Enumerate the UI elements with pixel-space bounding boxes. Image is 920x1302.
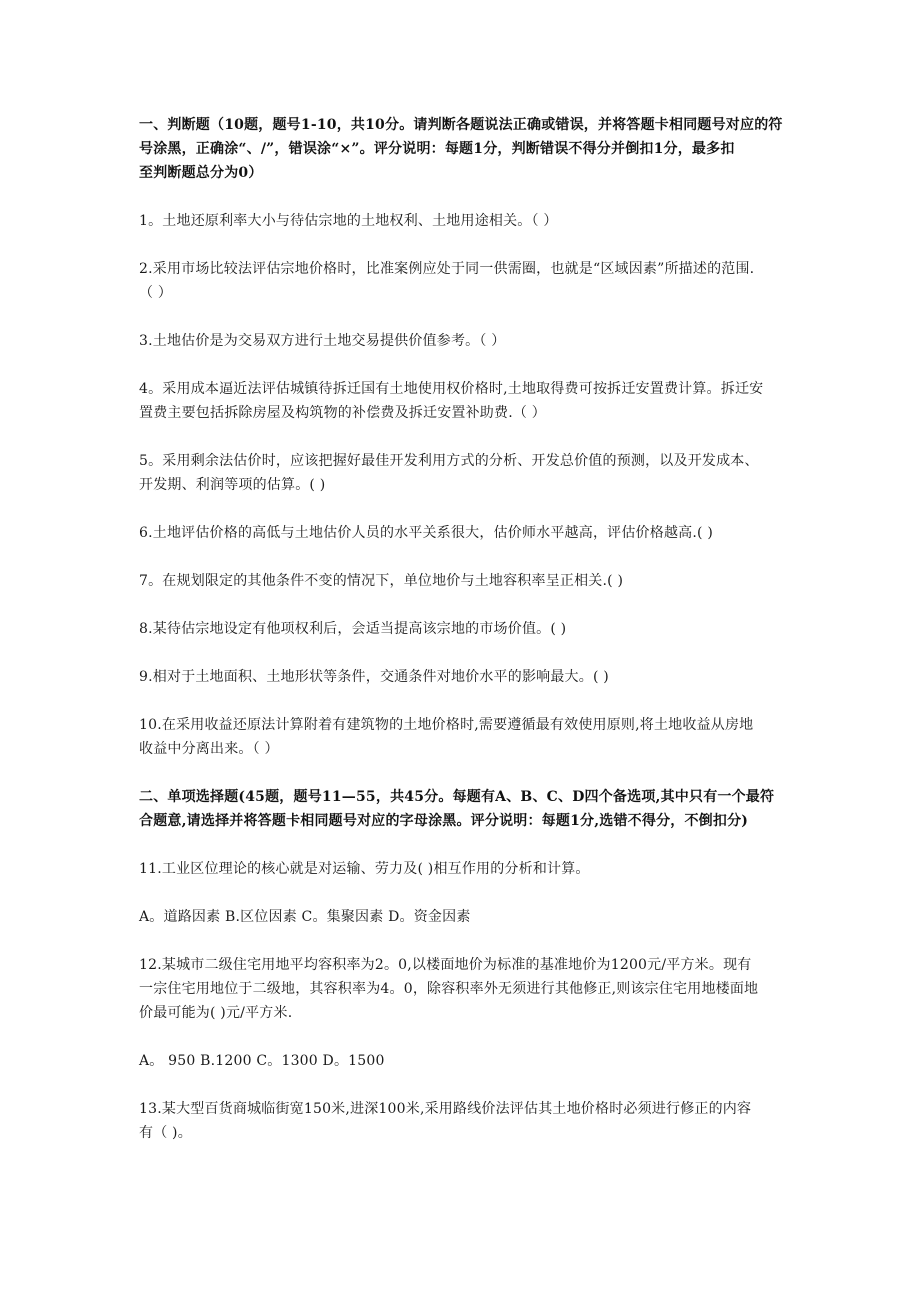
question-3 bbox=[139, 329, 784, 353]
question-line: 13.某大型百货商城临街宽150米,进深100米,采用路线价法评估其土地价格时必须进行修正的内容 bbox=[139, 1101, 752, 1117]
question-line: 置费主要包括拆除房屋及构筑物的补偿费及拆迁安置补助费.（ ） bbox=[139, 405, 546, 421]
question-12-options bbox=[139, 1049, 784, 1073]
question-line: 8.某待估宗地设定有他项权利后，会适当提高该宗地的市场价值。( ) bbox=[139, 621, 567, 637]
question-line: 有（ )。 bbox=[139, 1125, 192, 1141]
question-11-options bbox=[139, 905, 784, 929]
question-line: 4。采用成本逼近法评估城镇待拆迁国有土地使用权价格时,土地取得费可按拆迁安置费计算。拆迁安 bbox=[139, 381, 764, 397]
question-10 bbox=[139, 713, 784, 761]
question-13 bbox=[139, 1097, 784, 1145]
section-1-header-line: 号涂黑，正确涂“、/”，错误涂“×”。评分说明：每题1分，判断错误不得分并倒扣1分，最多扣 bbox=[139, 141, 735, 157]
option-line: A。道路因素 B.区位因素 C。集聚因素 D。资金因素 bbox=[139, 909, 471, 925]
section-2-header bbox=[139, 785, 784, 833]
question-line: 3.土地估价是为交易双方进行土地交易提供价值参考。（ ） bbox=[139, 333, 506, 349]
question-2 bbox=[139, 257, 784, 305]
question-line: 2.采用市场比较法评估宗地价格时，比准案例应处于同一供需圈，也就是“区域因素”所描述的范围. bbox=[139, 261, 755, 277]
question-line: 1。土地还原利率大小与待估宗地的土地权利、土地用途相关。（ ） bbox=[139, 213, 558, 229]
section-1-header-line: 至判断题总分为0） bbox=[139, 165, 263, 181]
question-line: 收益中分离出来。（ ） bbox=[139, 741, 279, 757]
question-8 bbox=[139, 617, 784, 641]
question-line: 开发期、利润等项的估算。( ) bbox=[139, 477, 326, 493]
section-2-header-line: 合题意,请选择并将答题卡相同题号对应的字母涂黑。评分说明：每题1分,选错不得分，不倒扣分) bbox=[139, 813, 749, 829]
question-1 bbox=[139, 209, 784, 233]
question-5 bbox=[139, 449, 784, 497]
question-line: 价最可能为( )元/平方米. bbox=[139, 1005, 293, 1021]
question-4 bbox=[139, 377, 784, 425]
question-12 bbox=[139, 953, 784, 1025]
section-1-header bbox=[139, 113, 784, 185]
section-2-header-line: 二、单项选择题(45题，题号11—55，共45分。每题有A、B、C、D四个备选项,其中只有一个最符 bbox=[139, 789, 775, 805]
question-line: 9.相对于土地面积、土地形状等条件，交通条件对地价水平的影响最大。( ) bbox=[139, 669, 609, 685]
question-9 bbox=[139, 665, 784, 689]
option-line: A。 950 B.1200 C。1300 D。1500 bbox=[139, 1053, 385, 1069]
question-line: （ ） bbox=[139, 285, 173, 301]
question-7 bbox=[139, 569, 784, 593]
question-line: 一宗住宅用地位于二级地，其容积率为4。0，除容积率外无须进行其他修正,则该宗住宅用地楼面地 bbox=[139, 981, 759, 997]
section-1-header-line: 一、判断题（10题，题号1-10，共10分。请判断各题说法正确或错误，并将答题卡相同题号对应的符 bbox=[139, 117, 783, 133]
question-line: 12.某城市二级住宅用地平均容积率为2。0,以楼面地价为标准的基准地价为1200元/平方米。现有 bbox=[139, 957, 752, 973]
question-6 bbox=[139, 521, 784, 545]
question-line: 10.在采用收益还原法计算附着有建筑物的土地价格时,需要遵循最有效使用原则,将土地收益从房地 bbox=[139, 717, 754, 733]
question-line: 11.工业区位理论的核心就是对运输、劳力及( )相互作用的分析和计算。 bbox=[139, 861, 590, 877]
question-line: 7。在规划限定的其他条件不变的情况下，单位地价与土地容积率呈正相关.( ) bbox=[139, 573, 624, 589]
question-line: 5。采用剩余法估价时，应该把握好最佳开发利用方式的分析、开发总价值的预测，以及开发成本、 bbox=[139, 453, 759, 469]
question-11 bbox=[139, 857, 784, 881]
document-page bbox=[139, 113, 784, 1169]
question-line: 6.土地评估价格的高低与土地估价人员的水平关系很大，估价师水平越高，评估价格越高.( ) bbox=[139, 525, 713, 541]
